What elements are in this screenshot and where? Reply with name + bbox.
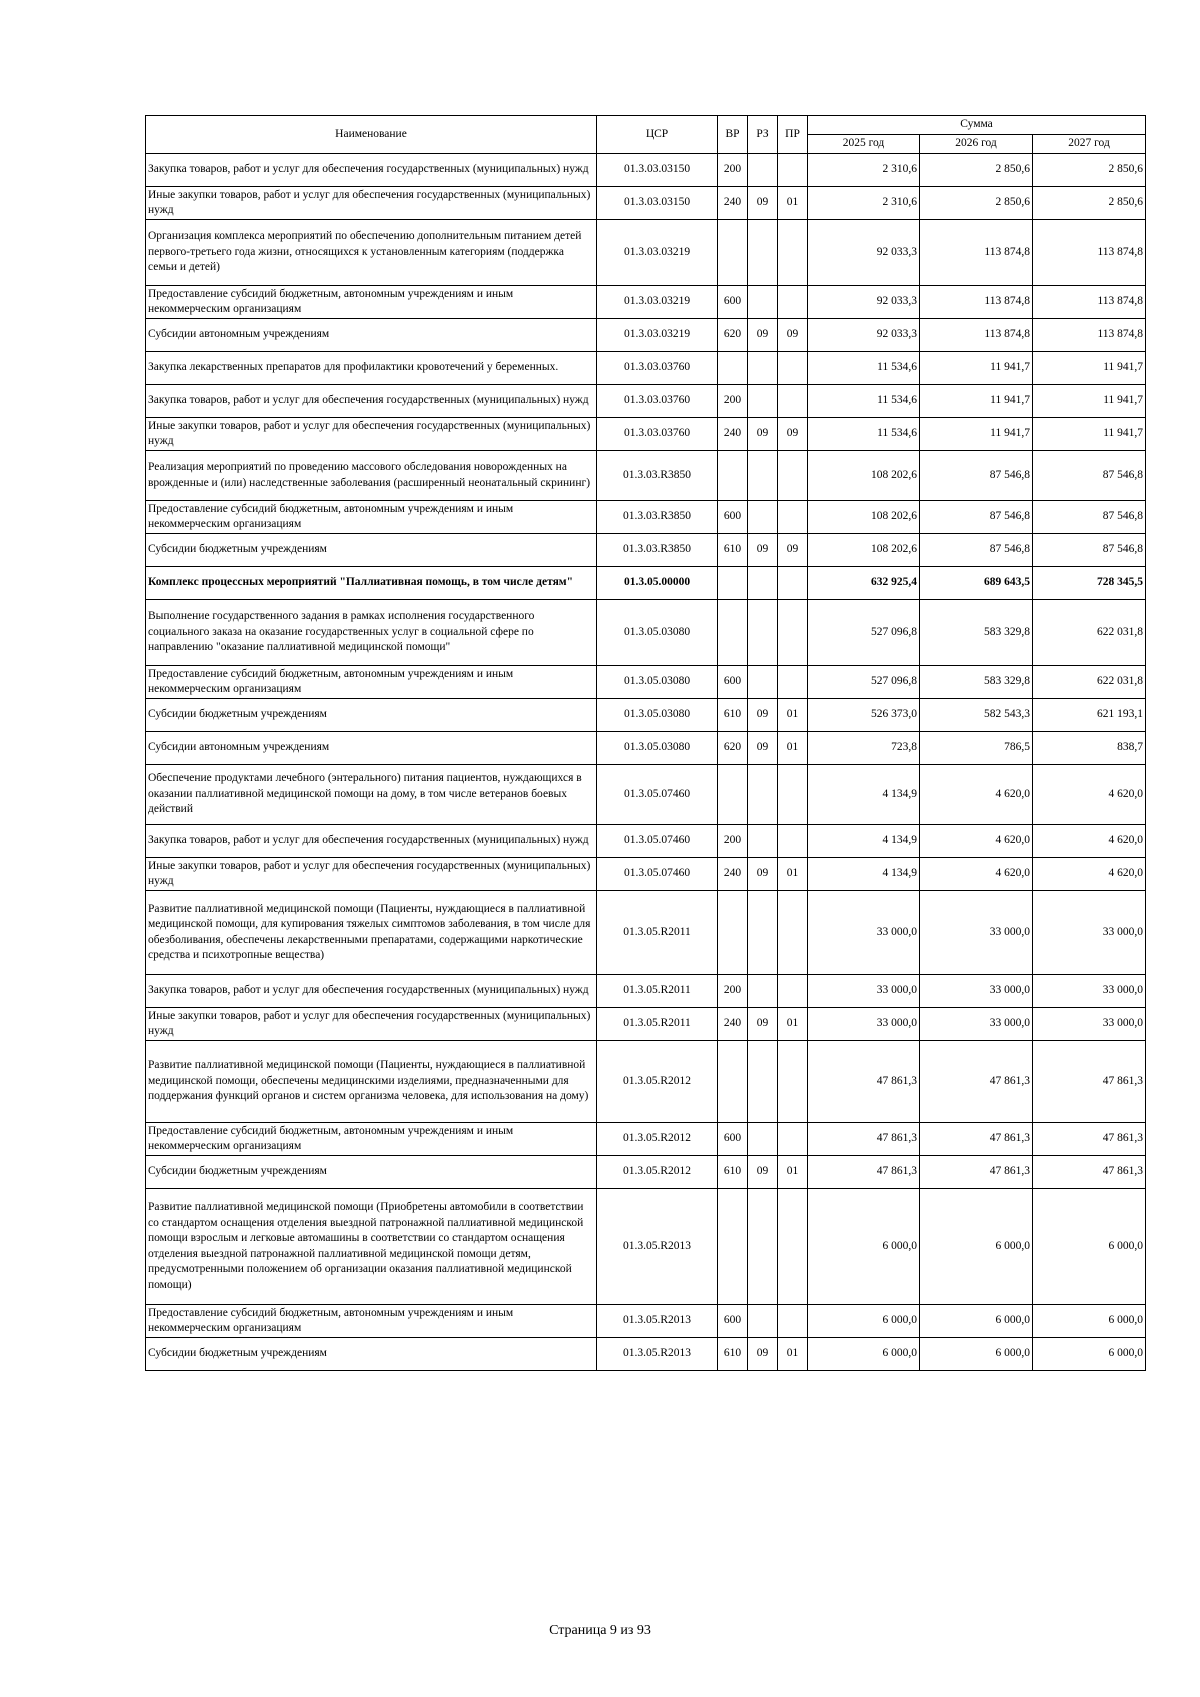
table-row — [146, 858, 1146, 891]
row-rz — [748, 286, 778, 319]
row-name: Субсидии автономным учреждениям — [146, 319, 597, 352]
row-vr: 600 — [718, 286, 748, 319]
row-csr: 01.3.05.03080 — [597, 600, 718, 666]
row-pr — [778, 1305, 808, 1338]
row-amount-2026: 689 643,5 — [920, 567, 1033, 600]
row-csr: 01.3.05.R2012 — [597, 1156, 718, 1189]
row-vr: 600 — [718, 1123, 748, 1156]
row-vr: 200 — [718, 825, 748, 858]
row-amount-2027: 87 546,8 — [1033, 534, 1146, 567]
row-amount-2027: 33 000,0 — [1033, 891, 1146, 975]
row-rz — [748, 352, 778, 385]
row-amount-2025: 2 310,6 — [808, 187, 920, 220]
row-pr — [778, 1189, 808, 1305]
table-body — [146, 154, 1146, 1371]
table-row — [146, 501, 1146, 534]
row-amount-2025: 108 202,6 — [808, 501, 920, 534]
row-rz — [748, 600, 778, 666]
row-pr — [778, 451, 808, 501]
row-amount-2027: 838,7 — [1033, 732, 1146, 765]
row-rz: 09 — [748, 534, 778, 567]
table-row — [146, 534, 1146, 567]
row-amount-2026: 47 861,3 — [920, 1123, 1033, 1156]
row-pr — [778, 385, 808, 418]
row-vr: 200 — [718, 154, 748, 187]
row-amount-2027: 113 874,8 — [1033, 319, 1146, 352]
row-rz — [748, 1123, 778, 1156]
budget-table-container — [145, 115, 1145, 1371]
row-csr: 01.3.05.03080 — [597, 666, 718, 699]
row-vr — [718, 765, 748, 825]
table-row — [146, 319, 1146, 352]
row-csr: 01.3.03.R3850 — [597, 501, 718, 534]
row-pr — [778, 975, 808, 1008]
row-vr: 200 — [718, 385, 748, 418]
row-name: Предоставление субсидий бюджетным, автономным учреждениям и иным некоммерческим организациям — [146, 1123, 597, 1156]
row-csr: 01.3.03.03219 — [597, 319, 718, 352]
header-csr: ЦСР — [597, 116, 718, 154]
row-vr — [718, 451, 748, 501]
row-amount-2025: 4 134,9 — [808, 765, 920, 825]
row-amount-2025: 4 134,9 — [808, 825, 920, 858]
row-rz — [748, 1305, 778, 1338]
row-csr: 01.3.05.03080 — [597, 732, 718, 765]
row-csr: 01.3.05.R2013 — [597, 1189, 718, 1305]
row-vr — [718, 220, 748, 286]
row-name: Предоставление субсидий бюджетным, автономным учреждениям и иным некоммерческим организациям — [146, 501, 597, 534]
row-csr: 01.3.05.R2013 — [597, 1305, 718, 1338]
row-amount-2026: 4 620,0 — [920, 825, 1033, 858]
row-amount-2025: 47 861,3 — [808, 1041, 920, 1123]
row-amount-2026: 583 329,8 — [920, 666, 1033, 699]
row-name: Субсидии бюджетным учреждениям — [146, 534, 597, 567]
row-pr: 09 — [778, 418, 808, 451]
row-pr: 01 — [778, 1156, 808, 1189]
row-amount-2026: 11 941,7 — [920, 385, 1033, 418]
row-csr: 01.3.03.03150 — [597, 187, 718, 220]
row-pr — [778, 891, 808, 975]
row-vr: 620 — [718, 319, 748, 352]
row-amount-2026: 87 546,8 — [920, 451, 1033, 501]
row-vr: 240 — [718, 1008, 748, 1041]
row-rz — [748, 765, 778, 825]
row-vr — [718, 1041, 748, 1123]
row-rz: 09 — [748, 1008, 778, 1041]
row-rz — [748, 154, 778, 187]
row-name: Субсидии бюджетным учреждениям — [146, 1338, 597, 1371]
table-row — [146, 1305, 1146, 1338]
header-rz: РЗ — [748, 116, 778, 154]
row-csr: 01.3.03.R3850 — [597, 451, 718, 501]
row-vr: 200 — [718, 975, 748, 1008]
row-vr: 620 — [718, 732, 748, 765]
table-row — [146, 825, 1146, 858]
row-name: Предоставление субсидий бюджетным, автономным учреждениям и иным некоммерческим организациям — [146, 286, 597, 319]
row-rz: 09 — [748, 1156, 778, 1189]
row-amount-2027: 622 031,8 — [1033, 666, 1146, 699]
row-amount-2026: 113 874,8 — [920, 220, 1033, 286]
row-csr: 01.3.05.R2011 — [597, 1008, 718, 1041]
row-amount-2025: 47 861,3 — [808, 1123, 920, 1156]
table-row — [146, 352, 1146, 385]
row-pr — [778, 666, 808, 699]
row-amount-2026: 6 000,0 — [920, 1305, 1033, 1338]
row-name: Обеспечение продуктами лечебного (энтерального) питания пациентов, нуждающихся в оказании паллиативной медицинской помощи на дому, в том числе ветеранов боевых действий — [146, 765, 597, 825]
row-amount-2027: 87 546,8 — [1033, 451, 1146, 501]
row-amount-2025: 2 310,6 — [808, 154, 920, 187]
row-amount-2027: 11 941,7 — [1033, 385, 1146, 418]
row-vr: 610 — [718, 1338, 748, 1371]
row-csr: 01.3.05.R2011 — [597, 975, 718, 1008]
header-sum: Сумма — [808, 116, 1146, 135]
row-rz: 09 — [748, 858, 778, 891]
row-amount-2026: 582 543,3 — [920, 699, 1033, 732]
row-amount-2027: 621 193,1 — [1033, 699, 1146, 732]
row-amount-2027: 33 000,0 — [1033, 975, 1146, 1008]
table-row — [146, 286, 1146, 319]
row-csr: 01.3.05.R2012 — [597, 1041, 718, 1123]
row-vr — [718, 567, 748, 600]
row-amount-2025: 527 096,8 — [808, 666, 920, 699]
row-csr: 01.3.05.07460 — [597, 825, 718, 858]
row-pr — [778, 220, 808, 286]
table-row — [146, 600, 1146, 666]
row-rz: 09 — [748, 1338, 778, 1371]
row-vr: 600 — [718, 501, 748, 534]
row-rz — [748, 501, 778, 534]
row-rz — [748, 220, 778, 286]
row-amount-2026: 113 874,8 — [920, 286, 1033, 319]
row-rz: 09 — [748, 319, 778, 352]
row-amount-2026: 4 620,0 — [920, 765, 1033, 825]
row-rz — [748, 451, 778, 501]
row-amount-2027: 6 000,0 — [1033, 1189, 1146, 1305]
row-vr: 600 — [718, 666, 748, 699]
row-amount-2027: 4 620,0 — [1033, 825, 1146, 858]
row-amount-2027: 113 874,8 — [1033, 220, 1146, 286]
row-amount-2025: 33 000,0 — [808, 1008, 920, 1041]
row-csr: 01.3.05.R2013 — [597, 1338, 718, 1371]
row-amount-2025: 92 033,3 — [808, 286, 920, 319]
row-amount-2025: 11 534,6 — [808, 352, 920, 385]
row-vr: 610 — [718, 699, 748, 732]
row-amount-2025: 108 202,6 — [808, 451, 920, 501]
row-amount-2026: 583 329,8 — [920, 600, 1033, 666]
row-amount-2027: 4 620,0 — [1033, 858, 1146, 891]
table-row — [146, 451, 1146, 501]
row-amount-2025: 11 534,6 — [808, 385, 920, 418]
row-name: Развитие паллиативной медицинской помощи (Приобретены автомобили в соответствии со стандартом оснащения отделения выездной патронажной паллиативной медицинской помощи взрослым и легковые автомашины в соответствии со стандартом оснащения отделения выездной патронажной паллиативной медицинской помощи детям, предусмотренными положением об организации оказания паллиативной медицинской помощи) — [146, 1189, 597, 1305]
row-pr: 09 — [778, 534, 808, 567]
header-2025: 2025 год — [808, 135, 920, 154]
row-amount-2025: 6 000,0 — [808, 1338, 920, 1371]
row-name: Организация комплекса мероприятий по обеспечению дополнительным питанием детей первого-третьего года жизни, относящихся к установленным категориям (поддержка семьи и детей) — [146, 220, 597, 286]
row-amount-2026: 113 874,8 — [920, 319, 1033, 352]
row-amount-2027: 622 031,8 — [1033, 600, 1146, 666]
row-csr: 01.3.05.R2012 — [597, 1123, 718, 1156]
table-row — [146, 1123, 1146, 1156]
row-csr: 01.3.05.03080 — [597, 699, 718, 732]
table-row — [146, 385, 1146, 418]
row-amount-2026: 4 620,0 — [920, 858, 1033, 891]
row-vr — [718, 352, 748, 385]
row-name: Выполнение государственного задания в рамках исполнения государственного социального заказа на оказание государственных услуг в социальной сфере по направлению "оказание паллиативной медицинской помощи" — [146, 600, 597, 666]
row-csr: 01.3.03.03219 — [597, 220, 718, 286]
row-amount-2027: 4 620,0 — [1033, 765, 1146, 825]
row-amount-2025: 47 861,3 — [808, 1156, 920, 1189]
row-vr: 600 — [718, 1305, 748, 1338]
row-vr: 240 — [718, 187, 748, 220]
row-amount-2026: 33 000,0 — [920, 891, 1033, 975]
row-name: Предоставление субсидий бюджетным, автономным учреждениям и иным некоммерческим организациям — [146, 666, 597, 699]
row-amount-2027: 47 861,3 — [1033, 1041, 1146, 1123]
row-amount-2025: 6 000,0 — [808, 1305, 920, 1338]
row-amount-2025: 723,8 — [808, 732, 920, 765]
row-rz: 09 — [748, 187, 778, 220]
row-amount-2027: 6 000,0 — [1033, 1305, 1146, 1338]
row-name: Иные закупки товаров, работ и услуг для обеспечения государственных (муниципальных) нужд — [146, 418, 597, 451]
row-amount-2027: 6 000,0 — [1033, 1338, 1146, 1371]
row-amount-2025: 33 000,0 — [808, 975, 920, 1008]
row-rz — [748, 385, 778, 418]
header-name: Наименование — [146, 116, 597, 154]
row-pr: 01 — [778, 1338, 808, 1371]
row-vr: 610 — [718, 534, 748, 567]
row-amount-2026: 6 000,0 — [920, 1189, 1033, 1305]
row-pr — [778, 765, 808, 825]
table-row — [146, 1008, 1146, 1041]
table-row — [146, 1338, 1146, 1371]
row-name: Развитие паллиативной медицинской помощи (Пациенты, нуждающиеся в паллиативной медицинской помощи, для купирования тяжелых симптомов заболевания, в том числе для обезболивания, обеспечены лекарственными препаратами, содержащими наркотические средства и психотропные вещества) — [146, 891, 597, 975]
row-rz: 09 — [748, 418, 778, 451]
row-rz — [748, 891, 778, 975]
row-name: Закупка товаров, работ и услуг для обеспечения государственных (муниципальных) нужд — [146, 385, 597, 418]
row-amount-2026: 2 850,6 — [920, 154, 1033, 187]
row-amount-2025: 527 096,8 — [808, 600, 920, 666]
row-amount-2027: 33 000,0 — [1033, 1008, 1146, 1041]
row-csr: 01.3.05.07460 — [597, 765, 718, 825]
row-amount-2027: 728 345,5 — [1033, 567, 1146, 600]
header-pr: ПР — [778, 116, 808, 154]
row-amount-2025: 108 202,6 — [808, 534, 920, 567]
row-amount-2025: 6 000,0 — [808, 1189, 920, 1305]
row-pr: 09 — [778, 319, 808, 352]
table-row — [146, 187, 1146, 220]
table-row — [146, 699, 1146, 732]
row-csr: 01.3.03.03219 — [597, 286, 718, 319]
row-amount-2027: 113 874,8 — [1033, 286, 1146, 319]
row-name: Реализация мероприятий по проведению массового обследования новорожденных на врожденные и (или) наследственные заболевания (расширенный неонатальный скрининг) — [146, 451, 597, 501]
row-name: Субсидии автономным учреждениям — [146, 732, 597, 765]
budget-table — [145, 115, 1146, 1371]
row-amount-2026: 6 000,0 — [920, 1338, 1033, 1371]
row-rz — [748, 975, 778, 1008]
row-pr — [778, 825, 808, 858]
header-2027: 2027 год — [1033, 135, 1146, 154]
table-row — [146, 567, 1146, 600]
row-pr: 01 — [778, 1008, 808, 1041]
row-csr: 01.3.03.03760 — [597, 352, 718, 385]
row-amount-2026: 786,5 — [920, 732, 1033, 765]
row-amount-2026: 87 546,8 — [920, 501, 1033, 534]
row-amount-2027: 47 861,3 — [1033, 1156, 1146, 1189]
row-name: Субсидии бюджетным учреждениям — [146, 699, 597, 732]
table-row — [146, 220, 1146, 286]
row-pr — [778, 286, 808, 319]
row-name: Закупка товаров, работ и услуг для обеспечения государственных (муниципальных) нужд — [146, 825, 597, 858]
row-amount-2026: 33 000,0 — [920, 1008, 1033, 1041]
row-rz — [748, 567, 778, 600]
row-vr: 240 — [718, 418, 748, 451]
row-csr: 01.3.05.R2011 — [597, 891, 718, 975]
row-name: Иные закупки товаров, работ и услуг для обеспечения государственных (муниципальных) нужд — [146, 187, 597, 220]
row-pr: 01 — [778, 187, 808, 220]
row-amount-2027: 11 941,7 — [1033, 418, 1146, 451]
row-amount-2026: 2 850,6 — [920, 187, 1033, 220]
row-csr: 01.3.03.R3850 — [597, 534, 718, 567]
row-amount-2025: 33 000,0 — [808, 891, 920, 975]
row-amount-2025: 526 373,0 — [808, 699, 920, 732]
row-amount-2025: 4 134,9 — [808, 858, 920, 891]
row-name: Комплекс процессных мероприятий "Паллиативная помощь, в том числе детям" — [146, 567, 597, 600]
row-csr: 01.3.05.07460 — [597, 858, 718, 891]
table-row — [146, 975, 1146, 1008]
row-rz — [748, 1189, 778, 1305]
header-vr: ВР — [718, 116, 748, 154]
row-amount-2026: 33 000,0 — [920, 975, 1033, 1008]
row-pr: 01 — [778, 699, 808, 732]
row-pr — [778, 567, 808, 600]
header-2026: 2026 год — [920, 135, 1033, 154]
row-amount-2026: 87 546,8 — [920, 534, 1033, 567]
row-amount-2026: 47 861,3 — [920, 1156, 1033, 1189]
row-name: Закупка товаров, работ и услуг для обеспечения государственных (муниципальных) нужд — [146, 154, 597, 187]
row-vr — [718, 891, 748, 975]
row-name: Субсидии бюджетным учреждениям — [146, 1156, 597, 1189]
row-csr: 01.3.03.03150 — [597, 154, 718, 187]
row-amount-2025: 11 534,6 — [808, 418, 920, 451]
row-pr — [778, 501, 808, 534]
row-amount-2027: 87 546,8 — [1033, 501, 1146, 534]
row-vr: 240 — [718, 858, 748, 891]
row-pr — [778, 1041, 808, 1123]
row-pr — [778, 154, 808, 187]
table-row — [146, 891, 1146, 975]
table-row — [146, 1156, 1146, 1189]
table-row — [146, 418, 1146, 451]
row-amount-2025: 632 925,4 — [808, 567, 920, 600]
row-csr: 01.3.03.03760 — [597, 418, 718, 451]
table-row — [146, 1189, 1146, 1305]
row-rz: 09 — [748, 732, 778, 765]
row-amount-2026: 11 941,7 — [920, 418, 1033, 451]
row-pr: 01 — [778, 858, 808, 891]
table-header — [146, 116, 1146, 154]
row-vr — [718, 1189, 748, 1305]
row-pr — [778, 352, 808, 385]
row-name: Предоставление субсидий бюджетным, автономным учреждениям и иным некоммерческим организациям — [146, 1305, 597, 1338]
row-name: Закупка лекарственных препаратов для профилактики кровотечений у беременных. — [146, 352, 597, 385]
row-pr — [778, 1123, 808, 1156]
row-vr — [718, 600, 748, 666]
row-pr: 01 — [778, 732, 808, 765]
row-pr — [778, 600, 808, 666]
row-amount-2027: 2 850,6 — [1033, 187, 1146, 220]
row-name: Закупка товаров, работ и услуг для обеспечения государственных (муниципальных) нужд — [146, 975, 597, 1008]
row-csr: 01.3.05.00000 — [597, 567, 718, 600]
row-name: Развитие паллиативной медицинской помощи (Пациенты, нуждающиеся в паллиативной медицинской помощи, обеспечены медицинскими изделиями, предназначенными для поддержания функций органов и систем организма человека, для использования на дому) — [146, 1041, 597, 1123]
table-row — [146, 666, 1146, 699]
row-amount-2025: 92 033,3 — [808, 220, 920, 286]
row-rz — [748, 666, 778, 699]
row-csr: 01.3.03.03760 — [597, 385, 718, 418]
row-name: Иные закупки товаров, работ и услуг для обеспечения государственных (муниципальных) нужд — [146, 858, 597, 891]
row-amount-2025: 92 033,3 — [808, 319, 920, 352]
row-rz: 09 — [748, 699, 778, 732]
table-row — [146, 732, 1146, 765]
table-row — [146, 1041, 1146, 1123]
row-amount-2026: 11 941,7 — [920, 352, 1033, 385]
row-amount-2026: 47 861,3 — [920, 1041, 1033, 1123]
row-rz — [748, 1041, 778, 1123]
table-row — [146, 154, 1146, 187]
row-rz — [748, 825, 778, 858]
row-amount-2027: 47 861,3 — [1033, 1123, 1146, 1156]
table-row — [146, 765, 1146, 825]
row-name: Иные закупки товаров, работ и услуг для обеспечения государственных (муниципальных) нужд — [146, 1008, 597, 1041]
row-amount-2027: 2 850,6 — [1033, 154, 1146, 187]
row-amount-2027: 11 941,7 — [1033, 352, 1146, 385]
row-vr: 610 — [718, 1156, 748, 1189]
page-number: Страница 9 из 93 — [549, 1623, 651, 1638]
